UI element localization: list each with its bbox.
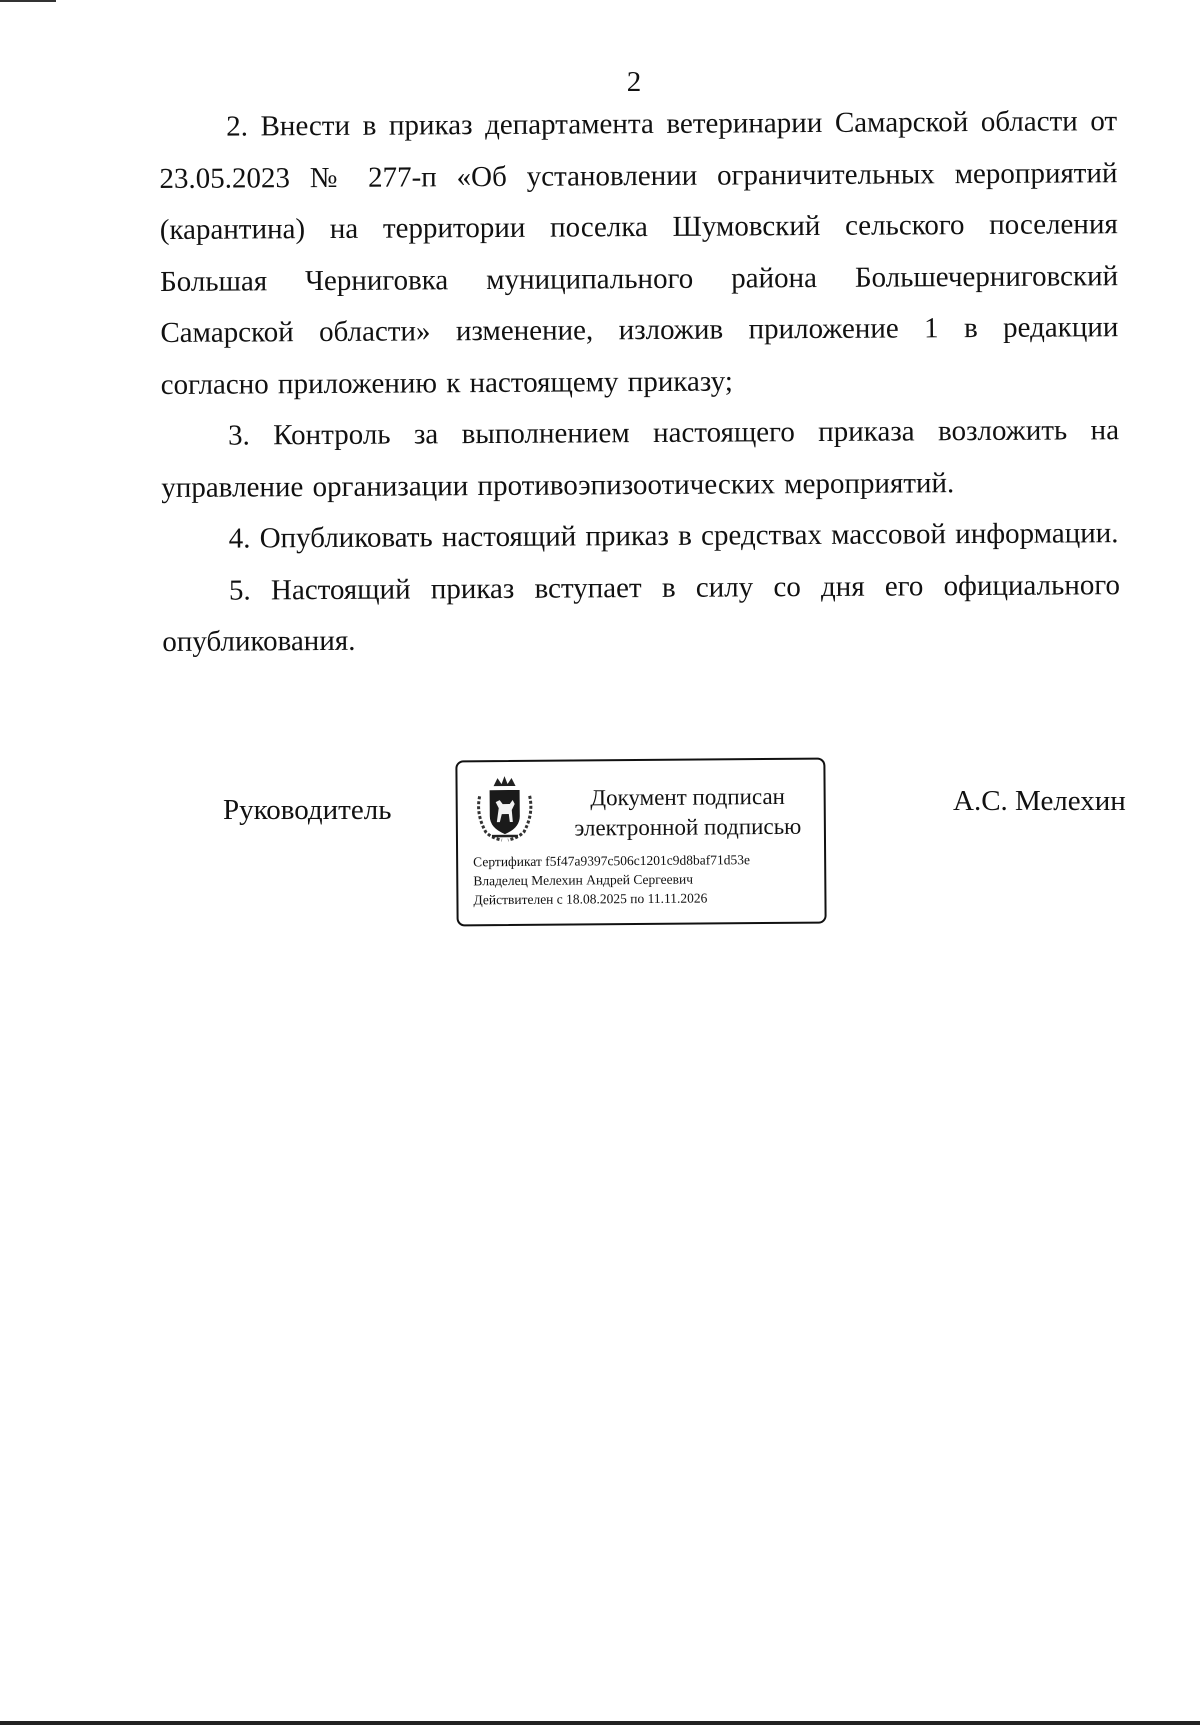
scan-bottom-edge <box>0 1721 1200 1725</box>
stamp-title-line-2: электронной подписью <box>574 813 802 841</box>
paragraph-item-2: 2. Внести в приказ департамента ветеринарии Самарской области от 23.05.2023 № 277-п «Об установлении ограничительных мероприятий (карантина) на территории поселка Шумовский сельского поселения Большая Черниговка муниципального района Большечерниговский Самарской области» изменение, изложив приложение 1 в редакции согласно приложению к настоящему приказу; <box>159 105 1119 401</box>
scan-edge-mark <box>0 0 56 2</box>
paragraph-item-3: 3. Контроль за выполнением настоящего приказа возложить на управление организации противоэпизоотических мероприятий. <box>161 414 1120 504</box>
certificate-number: Сертификат f5f47a9397c506c1201c9d8baf71d53e <box>473 852 750 870</box>
stamp-title-line-1: Документ подписан <box>590 783 786 811</box>
electronic-signature-stamp <box>455 758 826 927</box>
certificate-validity: Действителен с 18.08.2025 по 11.11.2026 <box>473 890 708 908</box>
stamp-details <box>473 850 750 909</box>
paragraph-item-5: 5. Настоящий приказ вступает в силу со дня его официального опубликования. <box>162 568 1121 658</box>
samara-region-coat-of-arms-icon <box>471 774 538 843</box>
signature-block <box>0 755 1200 935</box>
page-number: 2 <box>626 66 642 98</box>
signer-position: Руководитель <box>223 794 392 826</box>
paragraph-item-4: 4. Опубликовать настоящий приказ в средствах массовой информации. <box>228 517 1119 555</box>
stamp-title <box>558 782 818 844</box>
signer-name: А.С. Мелехин <box>953 785 1126 817</box>
document-body <box>159 96 1120 668</box>
certificate-owner: Владелец Мелехин Андрей Сергеевич <box>473 871 694 889</box>
